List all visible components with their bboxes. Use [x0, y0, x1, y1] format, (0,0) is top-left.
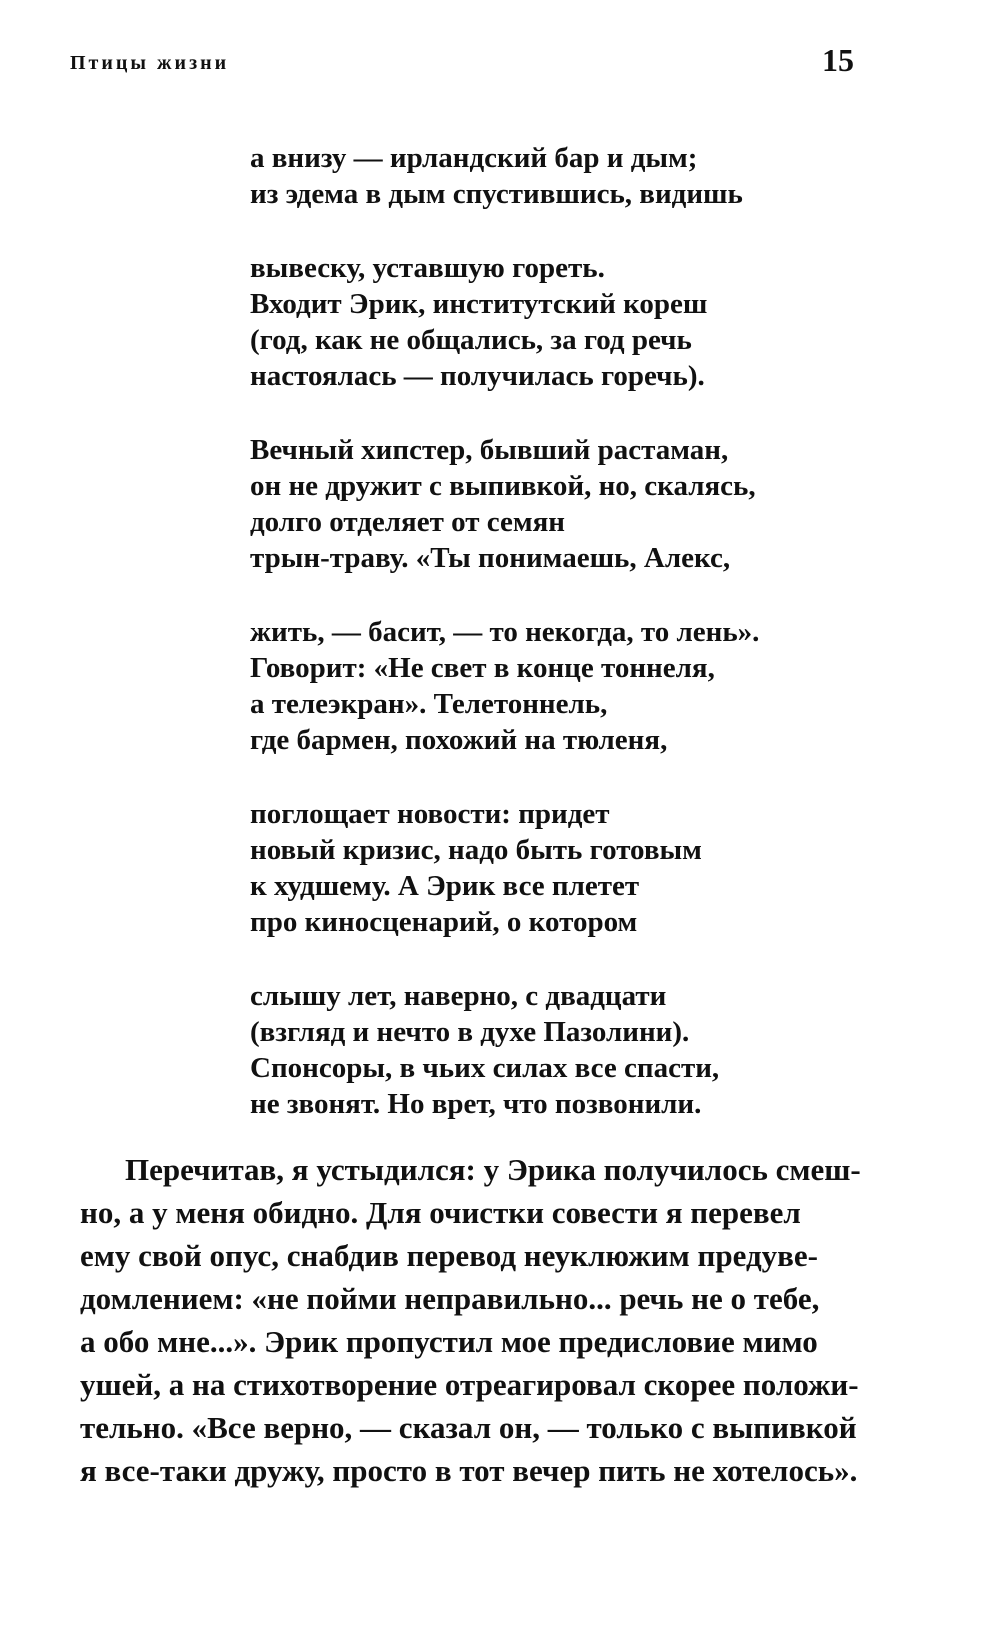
prose-paragraph	[80, 1148, 880, 1492]
poem-line: Говорит: «Не свет в конце тоннеля,	[250, 652, 715, 684]
poem-line: где бармен, похожий на тюленя,	[250, 724, 668, 756]
poem-line: (год, как не общались, за год речь	[250, 324, 692, 356]
prose-line: но, а у меня обидно. Для очистки совести я перевел	[80, 1195, 801, 1230]
prose-line: ему свой опус, снабдив перевод неуклюжим предуве-	[80, 1238, 818, 1273]
poem-line: слышу лет, наверно, с двадцати	[250, 980, 667, 1012]
poem-stanza-2	[250, 250, 870, 394]
poem-line: а телеэкран». Телетоннель,	[250, 688, 608, 720]
prose-line: а обо мне...». Эрик пропустил мое предисловие мимо	[80, 1324, 818, 1359]
poem-line: новый кризис, надо быть готовым	[250, 834, 702, 866]
poem-line: Входит Эрик, институтский кореш	[250, 288, 708, 320]
poem-stanza-3	[250, 432, 870, 576]
poem-line: поглощает новости: придет	[250, 798, 610, 830]
prose-line: ушей, а на стихотворение отреагировал скорее положи-	[80, 1367, 859, 1402]
poem-line: не звонят. Но врет, что позвонили.	[250, 1088, 702, 1120]
poem-line: к худшему. А Эрик все плетет	[250, 870, 640, 902]
poem-line: Вечный хипстер, бывший растаман,	[250, 434, 729, 466]
poem-line: долго отделяет от семян	[250, 506, 565, 538]
page-number: 15	[822, 42, 854, 78]
poem-stanza-6	[250, 978, 870, 1122]
poem-line: из эдема в дым спустившись, видишь	[250, 178, 743, 210]
poem-stanza-1	[250, 140, 870, 212]
poem-line: (взгляд и нечто в духе Пазолини).	[250, 1016, 690, 1048]
prose-line: домлением: «не пойми неправильно... речь не о тебе,	[80, 1281, 820, 1316]
prose-line: Перечитав, я устыдился: у Эрика получилось смеш-	[125, 1152, 861, 1187]
poem-line: жить, — басит, — то некогда, то лень».	[250, 616, 760, 648]
poem-line: а внизу — ирландский бар и дым;	[250, 142, 698, 174]
poem-line: настоялась — получилась горечь).	[250, 360, 705, 392]
running-head: Птицы жизни	[70, 52, 230, 74]
poem-line: про киносценарий, о котором	[250, 906, 638, 938]
poem	[250, 140, 870, 1160]
poem-line: вывеску, уставшую гореть.	[250, 252, 605, 284]
poem-stanza-5	[250, 796, 870, 940]
poem-line: он не дружит с выпивкой, но, скалясь,	[250, 470, 756, 502]
prose-line: тельно. «Все верно, — сказал он, — только с выпивкой	[80, 1410, 857, 1445]
poem-line: трын-траву. «Ты понимаешь, Алекс,	[250, 542, 731, 574]
poem-line: Спонсоры, в чьих силах все спасти,	[250, 1052, 720, 1084]
prose-line: я все-таки дружу, просто в тот вечер пить не хотелось».	[80, 1453, 858, 1488]
poem-stanza-4	[250, 614, 870, 758]
